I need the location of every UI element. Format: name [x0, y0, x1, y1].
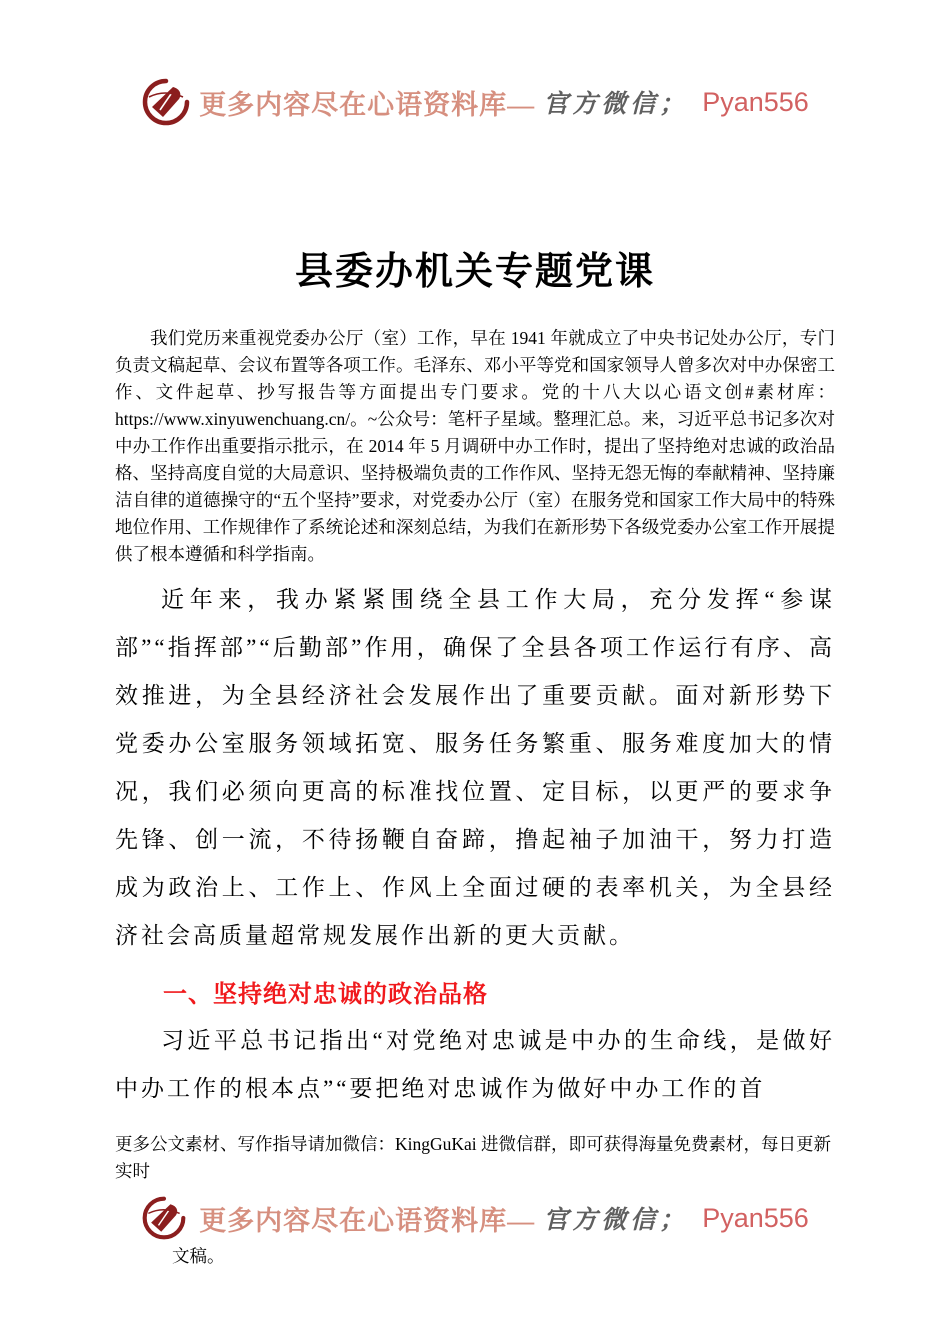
watermark-main-text: 更多内容尽在心语资料库— [199, 1205, 536, 1236]
watermark-script-text: 官方微信； [543, 1205, 689, 1234]
watermark-script-text: 官方微信； [543, 89, 689, 118]
footer-note: 更多公文素材、写作指导请加微信：KingGuKai 进微信群，即可获得海量免费素材，每日更新实时 [115, 1134, 832, 1181]
paragraph-loyalty: 习近平总书记指出“对党绝对忠诚是中办的生命线，是做好中办工作的根本点”“要把绝对忠诚作为做好中办工作的首 [115, 1028, 835, 1101]
footer-tail-text: 文稿。 [172, 1246, 225, 1266]
page-title: 县委办机关专题党课 [294, 251, 655, 293]
paragraph-recent-years: 近年来，我办紧紧围绕全县工作大局，充分发挥“参谋部”“指挥部”“后勤部”作用，确保了全县各项工作运行有序、高效推进，为全县经济社会发展作出了重要贡献。面对新形势下党委办公室服务领域拓宽、服务任务繁重、服务难度加大的情况，我们必须向更高的标准找位置、定目标，以更严的要求争先锋、创一流，不待扬鞭自奋蹄，撸起袖子加油干，努力打造成为政治上、工作上、作风上全面过硬的表率机关，为全县经济社会高质量超常规发展作出新的更大贡献。 [115, 587, 835, 948]
paragraph-intro: 我们党历来重视党委办公厅（室）工作，早在 1941 年就成立了中央书记处办公厅，专门负责文稿起草、会议布置等各项工作。毛泽东、邓小平等党和国家领导人曾多次对中办保密工作、文件起草、抄写报告等方面提出专门要求。党的十八大以心语文创#素材库：https://www.xinyuwenchuang.cn/。~公众号：笔杆子星域。整理汇总。来，习近平总书记多次对中办工作作出重要指示批示，在 2014 年 5 月调研中办工作时，提出了坚持绝对忠诚的政治品格、坚持高度自觉的大局意识、坚持极端负责的工作作风、坚持无怨无悔的奉献精神、坚持廉洁自律的道德操守的“五个坚持”要求，对党委办公厅（室）在服务党和国家工作大局中的特殊地位作用、工作规律作了系统论述和深刻总结，为我们在新形势下各级党委办公室工作开展提供了根本遵循和科学指南。 [115, 328, 835, 564]
document-body [115, 325, 835, 1185]
pen-nib-circle-icon [141, 1193, 191, 1243]
document-footer [115, 1243, 835, 1270]
watermark-wechat-id: Pyan556 [702, 86, 809, 117]
footer-watermark [0, 1193, 950, 1243]
watermark-main-text: 更多内容尽在心语资料库— [199, 89, 536, 120]
header-watermark [0, 74, 950, 130]
pen-nib-circle-icon [141, 77, 191, 127]
section-heading-1: 一、坚持绝对忠诚的政治品格 [163, 981, 488, 1008]
watermark-wechat-id: Pyan556 [702, 1202, 809, 1233]
